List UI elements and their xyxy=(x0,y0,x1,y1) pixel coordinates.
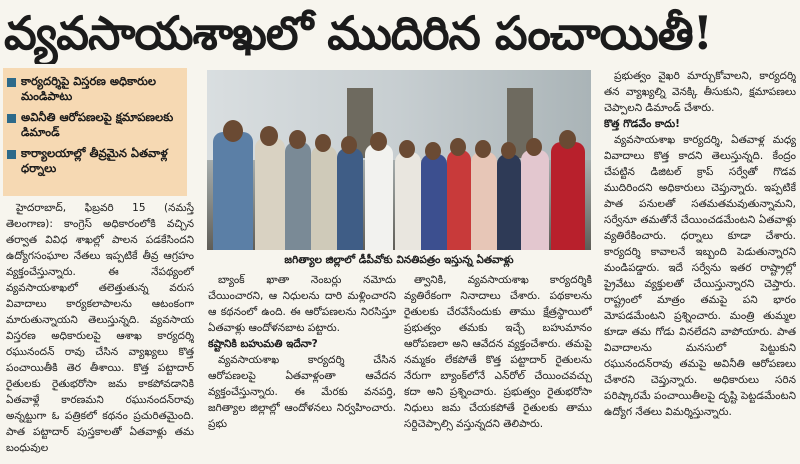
highlight-item xyxy=(7,110,181,140)
paragraph: వ్యవసాయశాఖ కార్యదర్శి, ఏతవాళ్ల మధ్య వివాదాలు కొత్త కాదని తెలుస్తున్నది. కేంద్రం చేపట్టిన డిజిటల్ క్రాప్ సర్వేతో గొడవ ముదిరిందని అధికారులు చెప్తున్నారు. ఇప్పటికే పాత పనులతో సతమతమవుతున్నామని, సర్వేనూ తమతోనే చేయించడమేంటని ఏతవాళ్లు వ్యతిరేకించారు. ధర్నాలు కూడా చేశారు. కార్యదర్శి కావాలనే ఇబ్బంది పెడుతున్నారని మండిపడ్డారు. ఇదే సర్వేను ఇతర రాష్ట్రాల్లో ప్రైవేటు వ్యక్తులతో చేయిస్తున్నారని చెప్తారు. రాష్ట్రంలో మాత్రం తమపై పని భారం మోపడమేంటని ప్రశ్నించారు. మంత్రి తుమ్మల కూడా తమ గోడు వినలేదని వాపోయారు. పాత వివాదాలను మనసులో పెట్టుకుని రఘునందన్‌రావు తమపై అవినీతి ఆరోపణలు చేశారని చెప్తున్నారు. అధికారులు సరిన పరిష్కారమే పంచాయితీలపై దృష్టి పెట్టడమేంటని ఉద్యోగ నేతలు విమర్శిస్తున్నారు. xyxy=(604,134,796,418)
photo-person xyxy=(447,150,471,250)
photo-person-head xyxy=(559,130,576,149)
photo-person xyxy=(255,138,285,250)
headline: వ్యవసాయశాఖలో ముదిరిన పంచాయితీ! xyxy=(4,6,712,60)
photo-person xyxy=(311,146,337,250)
photo-caption: జగిత్యాల జిల్లాలో డీపీవోకు వినతిపత్రం ఇస్తున్న ఏతవాళ్లు xyxy=(284,254,514,266)
photo-person xyxy=(551,142,585,250)
article-column-4 xyxy=(604,68,796,462)
photo-person-head xyxy=(475,140,491,158)
bullet-icon xyxy=(7,150,16,159)
photo-person-head xyxy=(223,120,243,142)
bullet-icon xyxy=(7,114,16,123)
article-column-3 xyxy=(404,272,592,462)
paragraph: ప్రభుత్వం వైఖరి మార్చుకోవాలని, కార్యదర్శి తన వ్యాఖ్యల్ని వెనక్కి తీసుకుని, క్షమాపణలు చెప్పాలని డిమాండ్ చేశారు. xyxy=(604,70,796,114)
photo-person-head xyxy=(399,140,415,158)
highlight-item xyxy=(7,146,181,176)
subheading: కొత్త గొడవేం కాదు! xyxy=(604,118,680,130)
highlight-text: కార్యదర్శిపై విస్తరణ అధికారుల మండిపాటు xyxy=(21,74,157,103)
photo-person-head xyxy=(289,130,306,149)
news-photo xyxy=(207,70,591,250)
photo-person xyxy=(365,144,393,250)
photo-person xyxy=(421,154,447,250)
photo-person-head xyxy=(341,136,357,154)
photo-person xyxy=(395,152,421,250)
bullet-icon xyxy=(7,78,16,87)
photo-person xyxy=(213,132,253,250)
photo-person xyxy=(521,150,549,250)
photo-person-head xyxy=(425,142,441,160)
article-column-2 xyxy=(208,272,396,462)
paragraph: వ్యవసాయశాఖ కార్యదర్శి చేసిన ఆరోపణలపై ఏతవాళ్లంతా ఆవేదన వ్యక్తంచేస్తున్నారు. ఈ మేరకు వనపర్తి, జగిత్యాల జిల్లాల్లో ఆందోళనలు నిర్వహించారు. ప్రభు xyxy=(208,354,396,430)
highlight-text: అవినీతి ఆరోపణలపై క్షమాపణలకు డిమాండ్ xyxy=(21,110,174,139)
photo-person-head xyxy=(370,132,387,151)
photo-person-head xyxy=(260,126,278,146)
photo-person xyxy=(471,152,497,250)
paragraph: హైదరాబాద్, ఫిబ్రవరి 15 (నమస్తే తెలంగాణ): కాంగ్రెస్ అధికారంలోకి వచ్చిన తర్వాత వివిధ శాఖల్లో పాలన పడకేసిందని ఉద్యోగసంఘాల నేతలు ఇప్పటికే తీవ్ర ఆగ్రహం వ్యక్తంచేస్తున్నారు. ఈ నేపథ్యంలో వ్యవసాయశాఖలో తలెత్తుతున్న వరుస వివాదాలు కార్యకలాపాలను ఆటంకంగా మారుతున్నాయని తెలుస్తున్నది. వ్యవసాయ విస్తరణ అధికారులపై ఆశాఖ కార్యదర్శి రఘునందన్ రావు చేసిన వ్యాఖ్యలు కొత్త పంచాయితీకి తెర తీశాయి. కొత్త పట్టాదార్ రైతులకు రైతుభరోసా జమ కాకపోవడానికి ఏతవాళ్లే కారణమని రఘునందన్‌రావు అన్నట్టుగా ఓ పత్రికలో కథనం ప్రచురితమైంది. పాత పట్టాదార్ పుస్తకాలతో ఏతవాళ్లు తమ బంధువుల xyxy=(6,202,194,454)
photo-person xyxy=(497,154,521,250)
photo-person-head xyxy=(526,138,542,156)
photo-person xyxy=(285,142,311,250)
photo-person xyxy=(337,148,363,250)
highlight-text: కార్యాలయాల్లో తీవ్రమైన ఏతవాళ్ల ధర్నాలు xyxy=(21,146,168,175)
highlights-box xyxy=(3,68,187,196)
paragraph: త్వానికి, వ్యవసాయశాఖ కార్యదర్శికి వ్యతిరేకంగా నినాదాలు చేశారు. పథకాలను రైతులకు చేరవేసేందుకు తాము క్షేత్రస్థాయిలో ప్రభుత్వం తమకు ఇచ్చే బహుమానం ఆరోపణలా అని ఆవేదన వ్యక్తంచేశారు. తమపై నమ్మకం లేకపోతే కొత్త పట్టాదార్ రైతులను నేరుగా బ్యాంక్‌లోనే ఎన్‌రోల్ చేయించవచ్చు కదా అని ప్రశ్నించారు. ప్రభుత్వం రైతుభరోసా నిధులు జమ చేయకపోతే రైతులకు తాము సర్దిచెప్పాల్సి వస్తున్నదని తెలిపారు. xyxy=(404,274,592,430)
highlight-item xyxy=(7,74,181,104)
photo-person-head xyxy=(450,138,466,156)
photo-person-head xyxy=(315,134,331,152)
article-column-1 xyxy=(6,200,194,462)
subheading: కష్టానికి బహుమతి ఇదేనా? xyxy=(208,338,318,350)
paragraph: బ్యాంక్ ఖాతా నెంబర్లు నమోదు చేయించారని, ఆ నిధులను దారి మళ్లించారని ఆ కథనంలో ఉంది. ఈ ఆరోపణలను నిరసిస్తూ ఏతవాళ్లు ఆందోళనబాట పట్టారు. xyxy=(208,274,396,334)
photo-person-head xyxy=(501,142,516,159)
